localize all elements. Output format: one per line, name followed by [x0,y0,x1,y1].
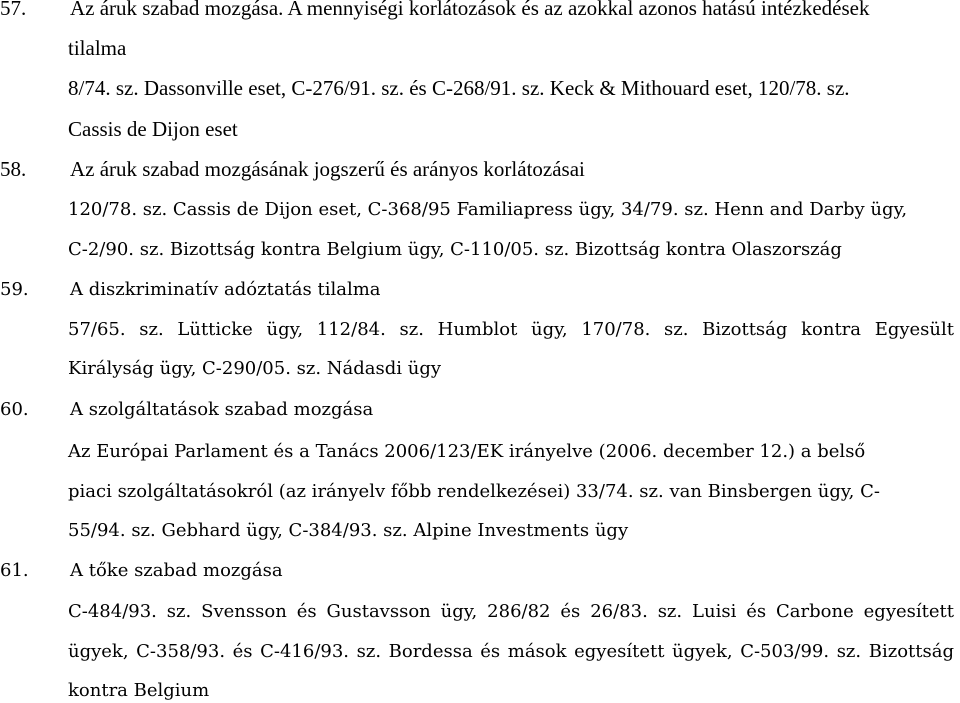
section-57-title-cont: tilalma [68,36,127,60]
section-58-ref-line-1: 120/78. sz. Cassis de Dijon eset, C-368/95 Familiapress ügy, 34/79. sz. Henn and Darby ügy, [68,199,908,220]
section-59-number: 59. [0,279,29,300]
section-59-title: A diszkriminatív adóztatás tilalma [70,279,381,300]
section-61-title: A tőke szabad mozgása [70,560,283,581]
section-59-ref-line-2: Királyság ügy, C-290/05. sz. Nádasdi ügy [68,358,442,379]
section-58-number: 58. [0,157,27,181]
section-60-ref-line-1: Az Európai Parlament és a Tanács 2006/123/EK irányelve (2006. december 12.) a belső [68,441,866,462]
section-58-ref-line-2: C-2/90. sz. Bizottság kontra Belgium ügy, C-110/05. sz. Bizottság kontra Olaszország [68,239,842,260]
section-58-title: Az áruk szabad mozgásának jogszerű és arányos korlátozásai [70,157,585,181]
section-61-number: 61. [0,560,29,581]
section-57-ref-line-2: Cassis de Dijon eset [68,117,238,141]
section-57-number: 57. [0,0,27,20]
section-60-ref-line-2: piaci szolgáltatásokról (az irányelv főbb rendelkezései) 33/74. sz. van Binsbergen ügy, C- [68,481,880,502]
section-57-ref-line-1: 8/74. sz. Dassonville eset, C-276/91. sz. és C-268/91. sz. Keck & Mithouard eset, 120/78. sz. [68,76,850,100]
section-59-ref-line-1: 57/65. sz. Lütticke ügy, 112/84. sz. Humblot ügy, 170/78. sz. Bizottság kontra Egyesült [68,319,954,340]
section-57-title: Az áruk szabad mozgása. A mennyiségi korlátozások és az azokkal azonos hatású intézkedések [70,0,870,20]
section-60-ref-line-3: 55/94. sz. Gebhard ügy, C-384/93. sz. Alpine Investments ügy [68,520,629,541]
section-61-ref-line-1: C-484/93. sz. Svensson és Gustavsson ügy, 286/82 és 26/83. sz. Luisi és Carbone egyesített [68,601,954,622]
section-61-ref-line-2: ügyek, C-358/93. és C-416/93. sz. Bordessa és mások egyesített ügyek, C-503/99. sz. Bizottság [68,641,954,662]
section-61-ref-line-3: kontra Belgium [68,680,210,701]
section-60-title: A szolgáltatások szabad mozgása [70,399,374,420]
section-60-number: 60. [0,399,29,420]
